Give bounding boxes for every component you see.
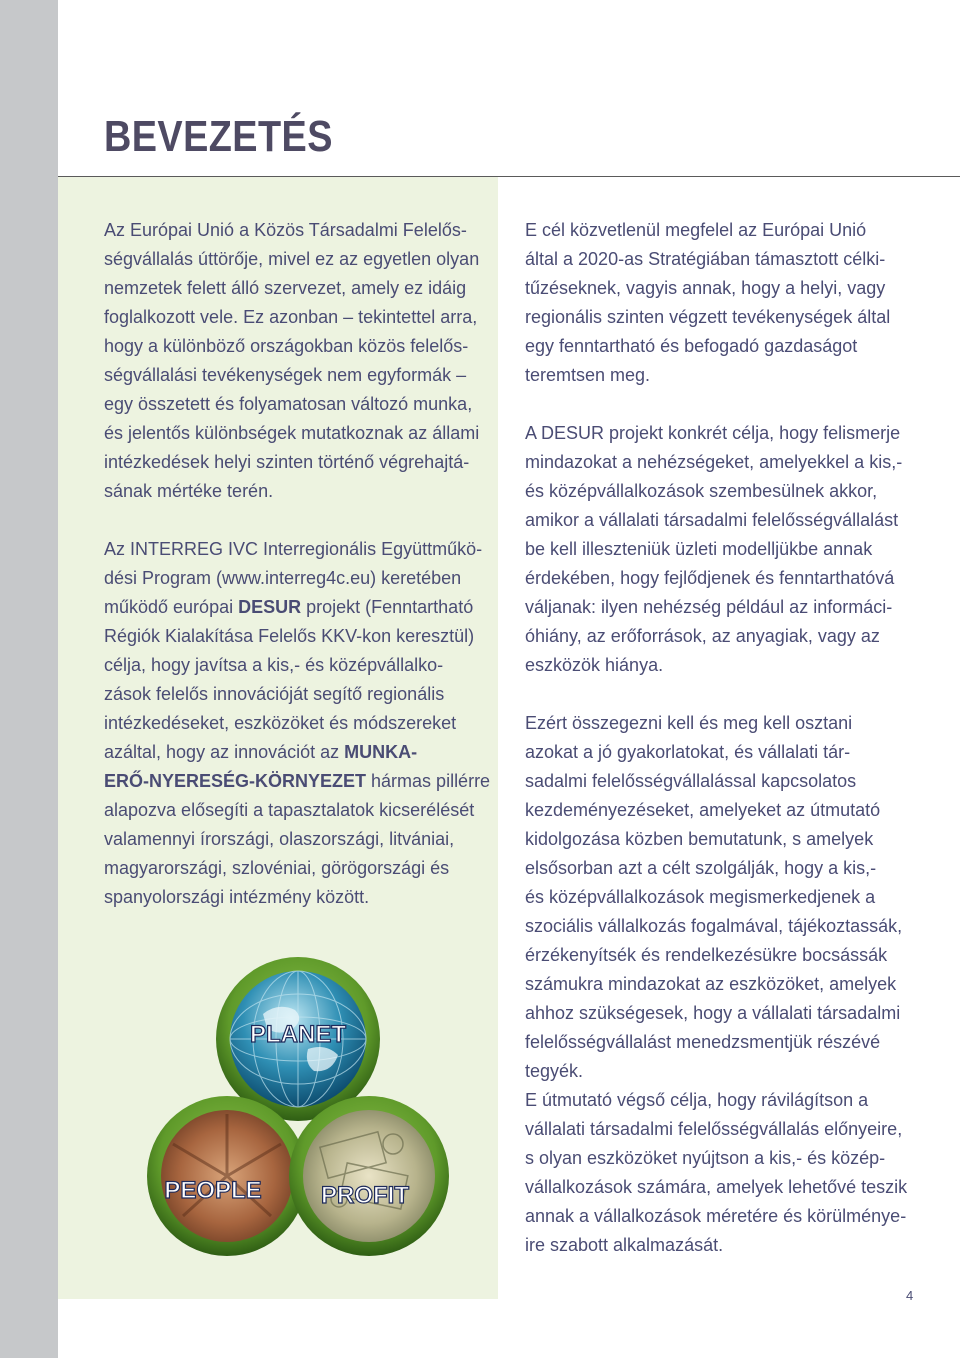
page-sidebar-strip xyxy=(0,0,58,1358)
planet-people-profit-logo xyxy=(143,954,453,1259)
left-paragraph-2-part-c: projekt (Fenntartható Régiók Kialakítása Felelős KKV-kon keresztül) célja, hogy javítsa a kis,- és középvállalko- zások felelős innovációját segítő regionális intézkedéseket, eszközöket és módszereket azáltal, hogy az innovációt az xyxy=(104,597,475,762)
page-title: BEVEZETÉS xyxy=(104,112,333,161)
left-paragraph-2 xyxy=(104,535,494,912)
people-circle xyxy=(147,1096,307,1256)
profit-label: PROFIT xyxy=(321,1182,409,1209)
people-label: PEOPLE xyxy=(164,1177,262,1204)
right-column xyxy=(525,216,920,1260)
left-paragraph-2-part-e: hármas pillérre alapozva elősegíti a tapasztalatok kicserélését valamennyi írországi, olaszországi, litvániai, magyarországi, szlovéniai, görögországi és spanyolországi intézmény között. xyxy=(104,771,491,907)
page-number: 4 xyxy=(906,1288,914,1303)
pillars-bold-text: MUNKA- ERŐ-NYERESÉG-KÖRNYEZET xyxy=(104,742,418,791)
right-paragraph-2: A DESUR projekt konkrét célja, hogy felismerje mindazokat a nehézségeket, amelyekkel a kis,- és középvállalkozások szembesülnek akkor, amikor a vállalati társadalmi felelősségvállalást be kell illeszteniük üzleti modelljükbe annak érdekében, hogy fejlődjenek és fenntarthatóvá váljanak: ilyen nehézség például az informáci- óhiány, az erőforrások, az anyagiak, vagy az eszközök hiánya. xyxy=(525,423,903,675)
right-paragraph-4: E útmutató végső célja, hogy rávilágítson a vállalati társadalmi felelősségvállalás előnyeire, s olyan eszközöket nyújtson a kis,- és közép- vállalkozások számára, amelyek lehetővé teszik annak a vállalkozások méretére és körülménye- ire szabott alkalmazását. xyxy=(525,1090,908,1255)
left-paragraph-2-part-a: Az INTERREG IVC Interregionális Együttműkö- dési Program (www.interreg4c.eu) keretében működő európai xyxy=(104,539,483,617)
left-paragraph-1: Az Európai Unió a Közös Társadalmi Felelős- ségvállalás úttörője, mivel ez az egyetlen olyan nemzetek felett álló szervezet, amely ez idáig foglalkozott vele. Ez azonban – tekintettel arra, hogy a különböző országokban közös felelős- ségvállalási tevékenységek nem egyformák – egy összetett és folyamatosan változó munka, és jelentős különbségek mutatkoznak az állami intézkedések helyi szinten történő végrehajtá- sának mértéke terén. xyxy=(104,220,480,501)
desur-bold-text: DESUR xyxy=(238,597,302,617)
profit-circle xyxy=(289,1096,449,1256)
right-paragraph-1: E cél közvetlenül megfelel az Európai Unió által a 2020-as Stratégiában támasztott célki- tűzéseknek, vagyis annak, hogy a helyi, vagy regionális szinten végzett tevékenységek által egy fenntartható és befogadó gazdaságot teremtsen meg. xyxy=(525,220,891,385)
planet-label: PLANET xyxy=(250,1021,346,1048)
right-paragraph-3: Ezért összegezni kell és meg kell osztani azokat a jó gyakorlatokat, és vállalati tár- sadalmi felelősségvállalással kapcsolatos kezdeményezéseket, amelyeket az útmutató kidolgozása közben bemutatunk, s amelyek elsősorban azt a célt szolgálják, hogy a kis,- és középvállalkozások megismerkedjenek a szociális vállalkozás fogalmával, tájékoztassák, érzékenyítsék és rendelkezésükre bocsássák számukra mindazokat az eszközöket, amelyek ahhoz szükségesek, hogy a vállalati társadalmi felelősségvállalást menedzsmentjük részévé tegyék. xyxy=(525,713,903,1081)
left-column xyxy=(104,216,494,912)
